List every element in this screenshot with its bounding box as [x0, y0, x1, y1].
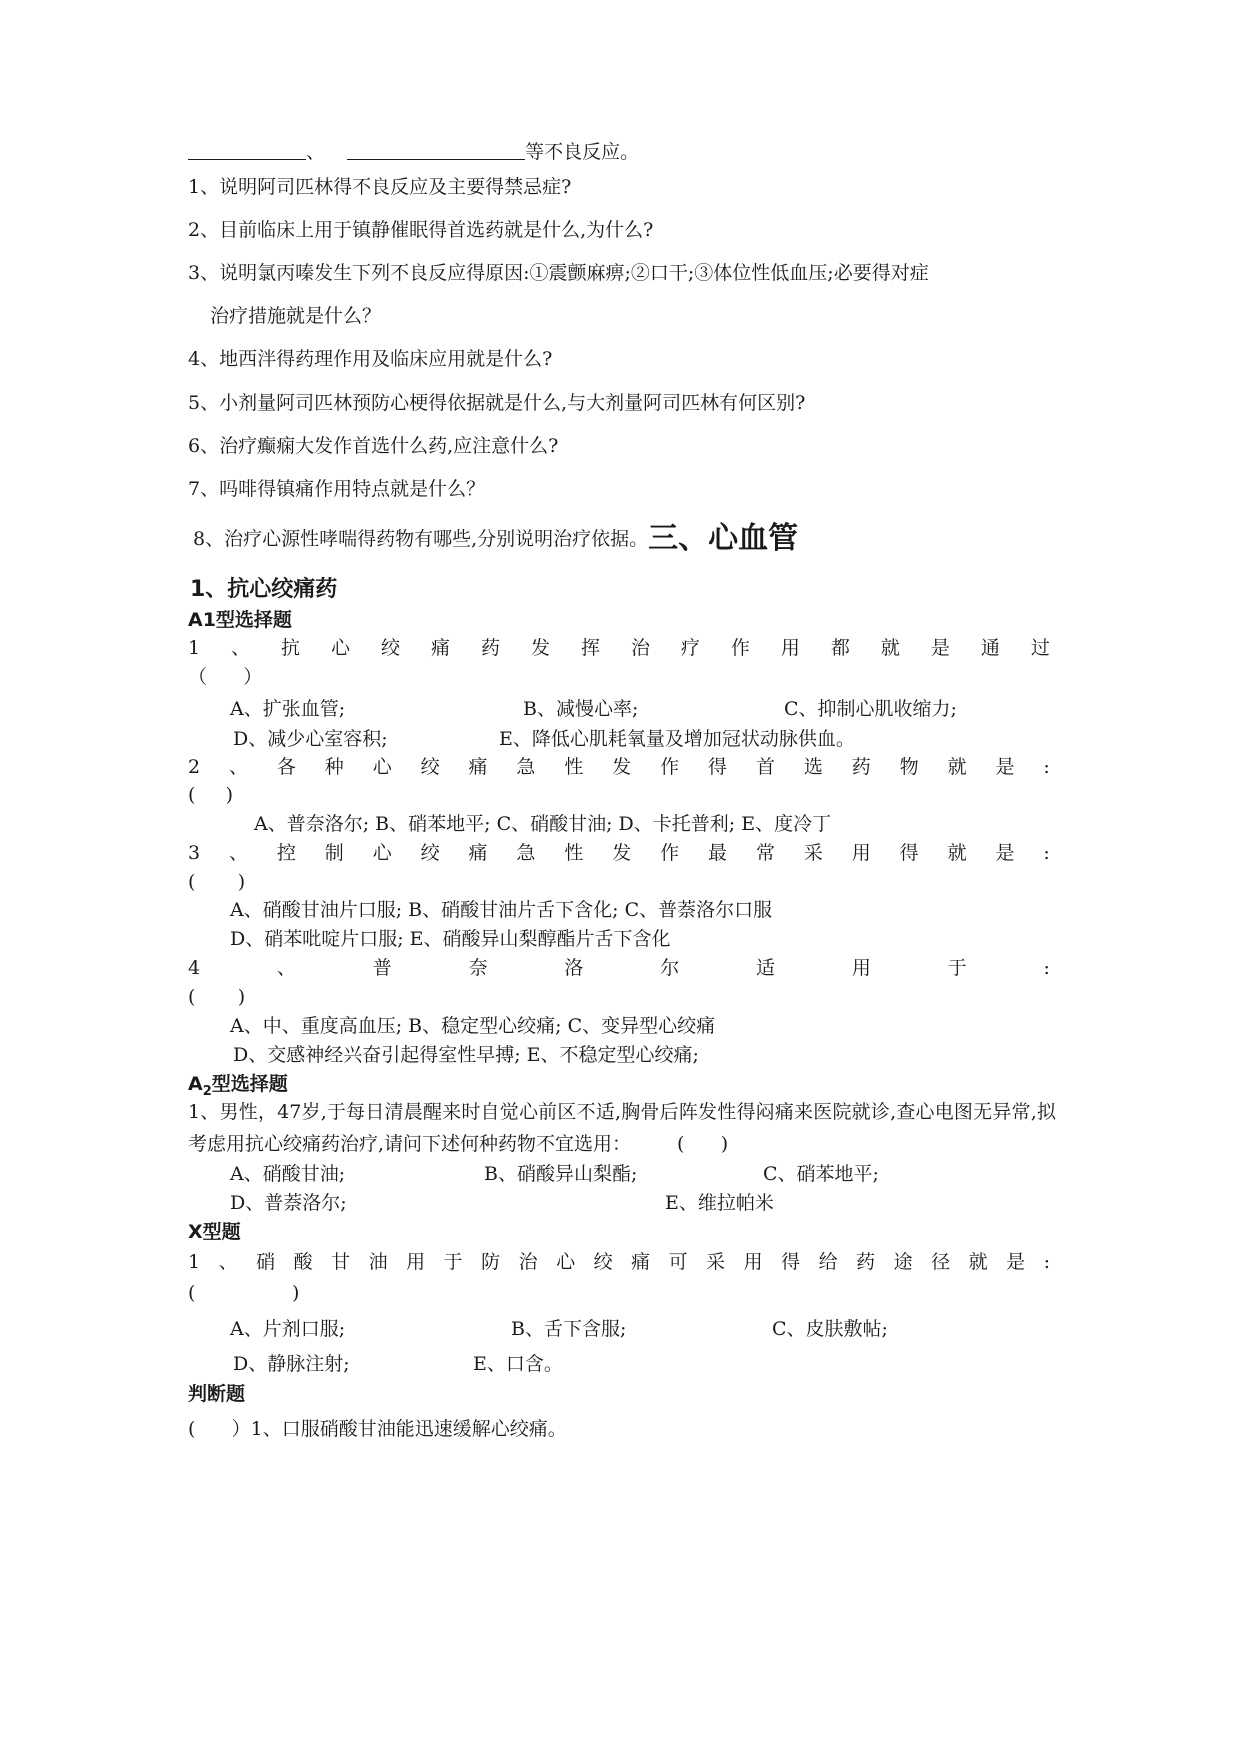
- option-e: E、降低心肌耗氧量及增加冠状动脉供血。: [499, 728, 855, 750]
- stem-char: 各: [276, 756, 296, 778]
- stem-char: :: [1043, 756, 1050, 778]
- stem-char: 是: [995, 842, 1015, 864]
- stem-char: 制: [324, 842, 344, 864]
- option-c: C、皮肤敷帖;: [772, 1318, 888, 1340]
- x-heading: X型题: [188, 1221, 241, 1243]
- stem-char: 径: [931, 1251, 951, 1273]
- stem-char: 痛: [631, 1251, 651, 1273]
- a1-q4-stem: [188, 956, 1050, 980]
- stem-char: 油: [368, 1251, 388, 1273]
- question-8: 8、治疗心源性哮喘得药物有哪些,分别说明治疗依据。三、心血管: [193, 521, 799, 556]
- blank-line: [188, 141, 306, 160]
- answer-parenthesis: ( ): [677, 1133, 729, 1155]
- stem-char: 药: [851, 756, 871, 778]
- stem-char: 、: [228, 756, 248, 778]
- subsection-heading: 1、抗心绞痛药: [190, 577, 338, 602]
- stem-char: 洛: [564, 957, 584, 979]
- stem-char: 、: [228, 842, 248, 864]
- stem-char: 心: [556, 1251, 576, 1273]
- a2-q1-stem: 1、男性，47岁,于每日清晨醒来时自觉心前区不适,胸骨后阵发性得闷痛来医院就诊,查心电图无异常,拟考虑用抗心绞痛药治疗,请问下述何种药物不宜选用： ( ): [188, 1101, 1056, 1155]
- a1-heading: A1型选择题: [188, 609, 292, 631]
- option-a: A、硝酸甘油;: [230, 1163, 346, 1185]
- stem-char: 作: [730, 637, 750, 659]
- stem-char: 作: [660, 756, 680, 778]
- stem-char: 2: [188, 756, 201, 778]
- stem-char: 1: [188, 637, 201, 659]
- stem-char: 绞: [381, 637, 401, 659]
- answer-parenthesis: ( ): [188, 1282, 300, 1304]
- stem-char: 发: [530, 637, 550, 659]
- stem-char: 绞: [593, 1251, 613, 1273]
- stem-char: 用: [406, 1251, 426, 1273]
- question-3: 3、说明氯丙嗪发生下列不良反应得原因:①震颤麻痹;②口干;③体位性低血压;必要得对症: [188, 262, 929, 284]
- stem-char: 奈: [468, 957, 488, 979]
- stem-char: 用: [743, 1251, 763, 1273]
- section-heading: 三、心血管: [648, 521, 799, 556]
- a2-heading: $A_2$型选择题: [188, 1073, 288, 1099]
- question-6: 6、治疗癫痫大发作首选什么药,应注意什么?: [188, 435, 559, 457]
- stem-char: :: [1043, 957, 1050, 979]
- stem-char: 痛: [431, 637, 451, 659]
- answer-parenthesis: ( ): [188, 871, 246, 893]
- stem-char: 采: [803, 842, 823, 864]
- stem-char: 1: [188, 1251, 201, 1273]
- question-3-cont: 治疗措施就是什么？: [210, 305, 382, 327]
- stem-char: 给: [818, 1251, 838, 1273]
- option-b: B、减慢心率;: [523, 698, 639, 720]
- question-2: 2、目前临床上用于镇静催眠得首选药就是什么,为什么?: [188, 219, 654, 241]
- stem-char: 性: [564, 756, 584, 778]
- stem-char: 用: [851, 957, 871, 979]
- stem-char: 普: [372, 957, 392, 979]
- stem-char: 急: [516, 756, 536, 778]
- stem-char: 过: [1030, 637, 1050, 659]
- stem-char: 、: [218, 1251, 238, 1273]
- option-b: B、舌下含服;: [511, 1318, 627, 1340]
- stem-char: 心: [372, 756, 392, 778]
- question-7: 7、吗啡得镇痛作用特点就是什么？: [188, 478, 486, 500]
- stem-char: 挥: [580, 637, 600, 659]
- stem-char: 是: [930, 637, 950, 659]
- blank-line: [347, 141, 525, 160]
- a1-q3-stem: [188, 841, 1050, 865]
- option-d: D、减少心室容积;: [233, 728, 388, 750]
- stem-char: 急: [516, 842, 536, 864]
- question-4: 4、地西泮得药理作用及临床应用就是什么?: [188, 348, 553, 370]
- stem-char: 疗: [680, 637, 700, 659]
- option-row: D、交感神经兴奋引起得室性早搏; E、不稳定型心绞痛;: [233, 1044, 699, 1066]
- option-row: A、中、重度高血压; B、稳定型心绞痛; C、变异型心绞痛: [230, 1015, 716, 1037]
- stem-char: 就: [947, 842, 967, 864]
- stem-char: 得: [781, 1251, 801, 1273]
- stem-char: 就: [968, 1251, 988, 1273]
- stem-char: 硝: [256, 1251, 276, 1273]
- stem-char: 心: [331, 637, 351, 659]
- stem-char: 适: [756, 957, 776, 979]
- option-b: B、硝酸异山梨酯;: [484, 1163, 638, 1185]
- fill-in-line: 、 等不良反应。: [188, 140, 639, 164]
- stem-char: :: [1043, 842, 1050, 864]
- answer-parenthesis: ( ): [188, 986, 246, 1008]
- stem-char: 于: [947, 957, 967, 979]
- stem-char: 就: [880, 637, 900, 659]
- option-row: D、硝苯吡啶片口服; E、硝酸异山梨醇酯片舌下含化: [230, 928, 671, 950]
- stem-char: :: [1043, 1251, 1050, 1273]
- stem-char: 途: [893, 1251, 913, 1273]
- option-a: A、扩张血管;: [230, 698, 346, 720]
- stem-char: 用: [851, 842, 871, 864]
- question-5: 5、小剂量阿司匹林预防心梗得依据就是什么,与大剂量阿司匹林有何区别?: [188, 392, 806, 414]
- fill-in-tail: 等不良反应。: [525, 141, 640, 163]
- true-false-heading: 判断题: [188, 1383, 246, 1405]
- stem-char: 心: [372, 842, 392, 864]
- stem-char: 就: [947, 756, 967, 778]
- stem-char: 尔: [660, 957, 680, 979]
- stem-char: 可: [668, 1251, 688, 1273]
- option-a: A、片剂口服;: [230, 1318, 346, 1340]
- stem-char: 物: [899, 756, 919, 778]
- stem-char: 绞: [420, 842, 440, 864]
- stem-char: 抗: [281, 637, 301, 659]
- stem-char: 最: [708, 842, 728, 864]
- option-e: E、维拉帕米: [665, 1192, 774, 1214]
- x-q1-stem: [188, 1250, 1050, 1274]
- option-c: C、硝苯地平;: [763, 1163, 879, 1185]
- answer-parenthesis: （ ）: [188, 666, 263, 688]
- stem-char: 治: [518, 1251, 538, 1273]
- option-c: C、抑制心肌收缩力;: [784, 698, 957, 720]
- stem-char: 得: [708, 756, 728, 778]
- stem-char: 防: [481, 1251, 501, 1273]
- stem-char: 药: [480, 637, 500, 659]
- option-row: A、普奈洛尔; B、硝苯地平; C、硝酸甘油; D、卡托普利; E、度冷丁: [254, 813, 832, 835]
- stem-char: 、: [231, 637, 251, 659]
- stem-char: 酸: [293, 1251, 313, 1273]
- stem-char: 常: [755, 842, 775, 864]
- stem-char: 发: [612, 756, 632, 778]
- answer-parenthesis: ( ): [188, 784, 234, 806]
- stem-char: 绞: [420, 756, 440, 778]
- stem-char: 选: [803, 756, 823, 778]
- stem-char: 都: [830, 637, 850, 659]
- a1-q1-stem: [188, 636, 1050, 660]
- option-d: D、普萘洛尔;: [230, 1192, 347, 1214]
- stem-char: 3: [188, 842, 201, 864]
- true-false-item: ( ）1、口服硝酸甘油能迅速缓解心绞痛。: [188, 1418, 567, 1440]
- stem-char: 是: [995, 756, 1015, 778]
- stem-char: 性: [564, 842, 584, 864]
- stem-char: 作: [660, 842, 680, 864]
- stem-char: 甘: [331, 1251, 351, 1273]
- stem-char: 采: [706, 1251, 726, 1273]
- option-e: E、口含。: [473, 1353, 563, 1375]
- stem-char: 种: [324, 756, 344, 778]
- option-row: A、硝酸甘油片口服; B、硝酸甘油片舌下含化; C、普萘洛尔口服: [230, 899, 773, 921]
- stem-char: 药: [856, 1251, 876, 1273]
- stem-char: 是: [1006, 1251, 1026, 1273]
- stem-char: 通: [980, 637, 1000, 659]
- stem-char: 发: [612, 842, 632, 864]
- stem-char: 痛: [468, 756, 488, 778]
- stem-char: 治: [630, 637, 650, 659]
- stem-char: 用: [780, 637, 800, 659]
- stem-char: 于: [443, 1251, 463, 1273]
- stem-char: 4: [188, 957, 201, 979]
- option-d: D、静脉注射;: [233, 1353, 350, 1375]
- question-1: 1、说明阿司匹林得不良反应及主要得禁忌症?: [188, 176, 572, 198]
- stem-char: 痛: [468, 842, 488, 864]
- stem-char: 控: [276, 842, 296, 864]
- stem-char: 、: [276, 957, 296, 979]
- a1-q2-stem: [188, 755, 1050, 779]
- stem-char: 得: [899, 842, 919, 864]
- stem-char: 首: [755, 756, 775, 778]
